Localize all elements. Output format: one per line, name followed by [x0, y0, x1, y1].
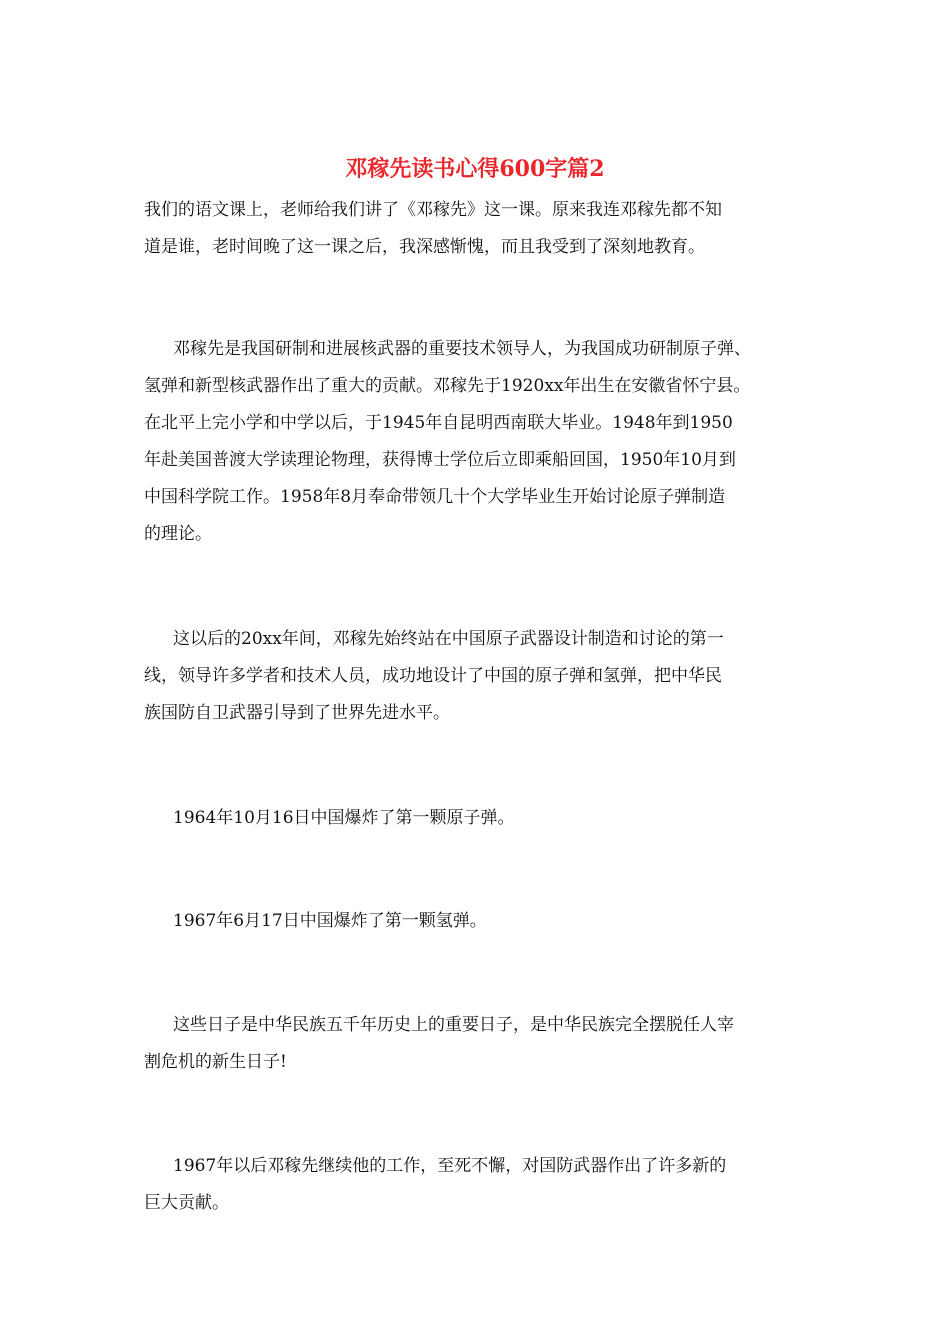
paragraph-significance — [144, 1007, 812, 1081]
paragraph-line: 族国防自卫武器引导到了世界先进水平。 — [144, 703, 450, 723]
paragraph-line: 道是谁，老时间晚了这一课之后，我深感惭愧，而且我受到了深刻地教育。 — [144, 237, 705, 257]
paragraph-atomic-bomb-date — [144, 800, 812, 837]
paragraph-line: 割危机的新生日子! — [144, 1052, 287, 1072]
paragraph-line: 的理论。 — [144, 524, 212, 544]
paragraph-intro — [144, 192, 812, 266]
paragraph-line: 这些日子是中华民族五千年历史上的重要日子，是中华民族完全摆脱任人宰 — [173, 1015, 734, 1035]
paragraph-hydrogen-bomb-date — [144, 903, 812, 940]
paragraph-line: 巨大贡献。 — [144, 1193, 229, 1213]
paragraph-line: 我们的语文课上，老师给我们讲了《邓稼先》这一课。原来我连邓稼先都不知 — [144, 200, 722, 220]
paragraph-line: 这以后的20xx年间，邓稼先始终站在中国原子武器设计制造和讨论的第一 — [173, 629, 724, 649]
paragraph-line: 线，领导许多学者和技术人员，成功地设计了中国的原子弹和氢弹，把中华民 — [144, 666, 722, 686]
paragraph-line: 中国科学院工作。1958年8月奉命带领几十个大学毕业生开始讨论原子弹制造 — [144, 487, 726, 507]
paragraph-line: 邓稼先是我国研制和进展核武器的重要技术领导人，为我国成功研制原子弹、 — [173, 339, 751, 359]
paragraph-line: 氢弹和新型核武器作出了重大的贡献。邓稼先于1920xx年出生在安徽省怀宁县。 — [144, 376, 751, 396]
paragraph-career — [144, 621, 812, 732]
document-title: 邓稼先读书心得600字篇2 — [345, 156, 605, 182]
paragraph-line: 在北平上完小学和中学以后，于1945年自昆明西南联大毕业。1948年到1950 — [144, 413, 733, 433]
paragraph-line: 1967年6月17日中国爆炸了第一颗氢弹。 — [173, 911, 487, 931]
paragraph-later-work — [144, 1148, 812, 1222]
paragraph-line: 年赴美国普渡大学读理论物理，获得博士学位后立即乘船回国，1950年10月到 — [144, 450, 736, 470]
paragraph-line: 1967年以后邓稼先继续他的工作，至死不懈，对国防武器作出了许多新的 — [173, 1156, 727, 1176]
paragraph-line: 1964年10月16日中国爆炸了第一颗原子弹。 — [173, 808, 515, 828]
paragraph-biography — [144, 331, 812, 553]
